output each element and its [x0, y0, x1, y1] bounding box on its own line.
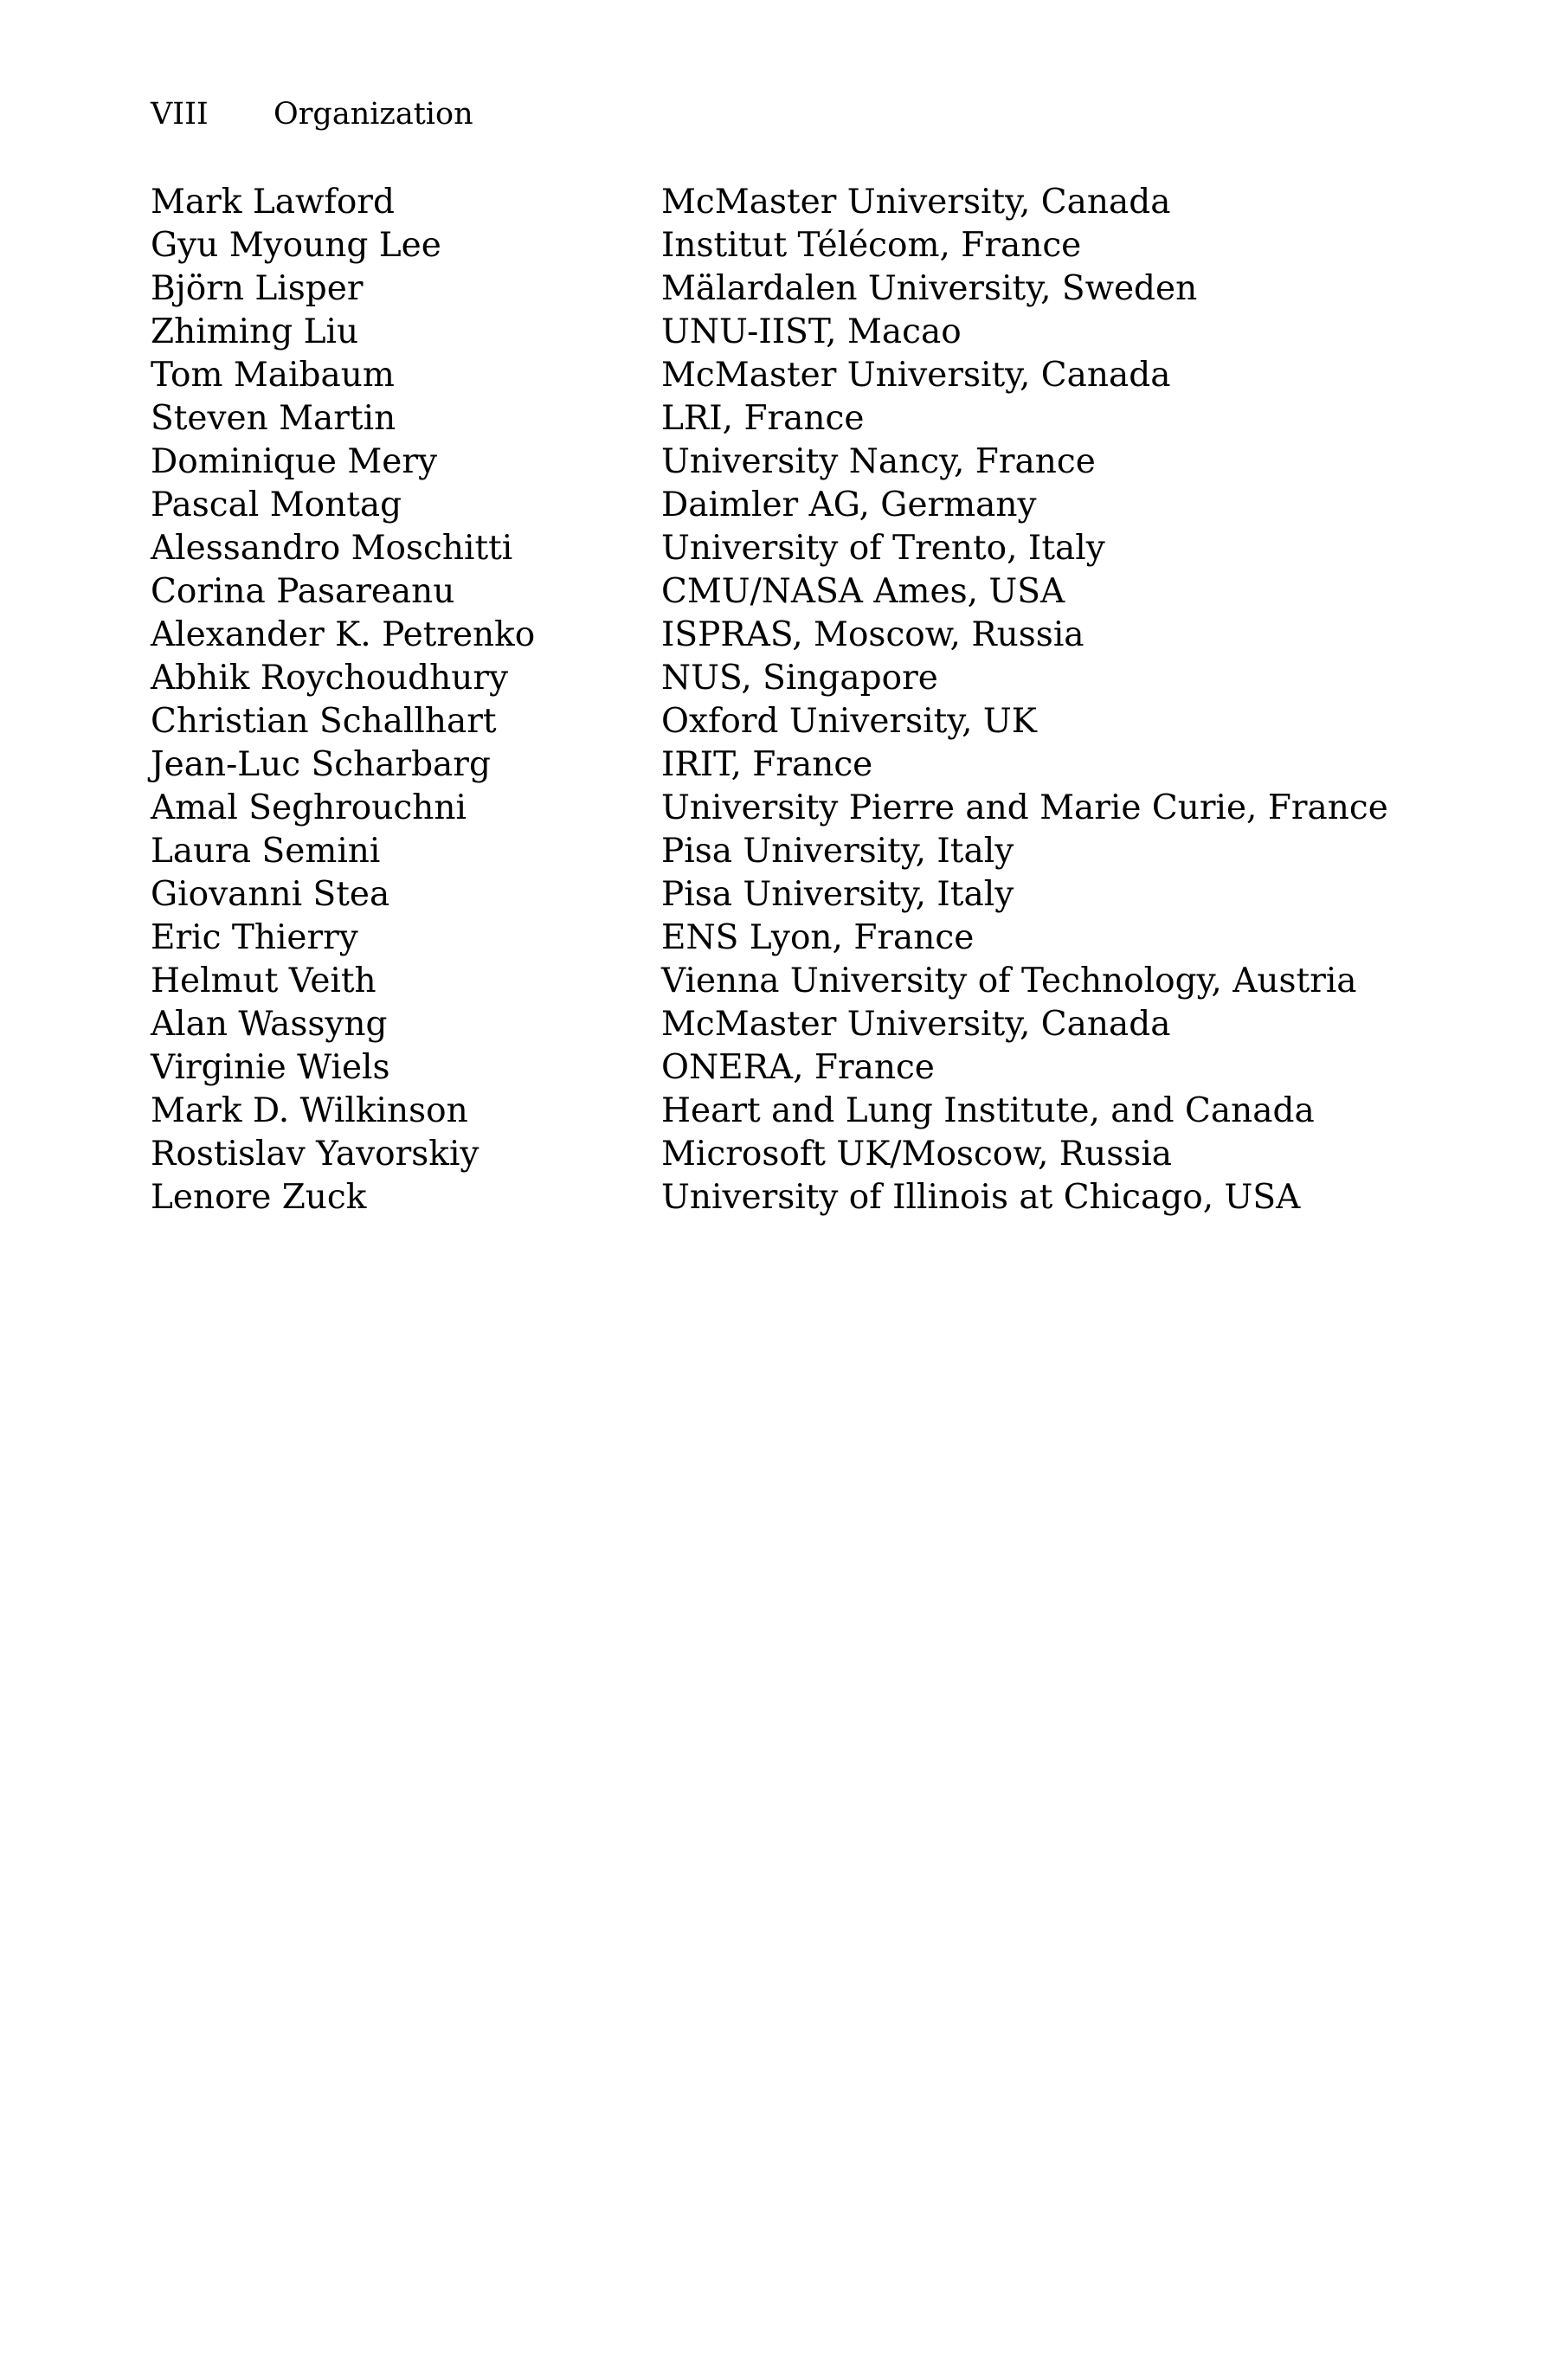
member-affiliation: Institut Télécom, France [661, 225, 1082, 265]
member-affiliation: ONERA, France [661, 1047, 935, 1087]
member-name: Alessandro Moschitti [151, 528, 513, 568]
member-name: Virginie Wiels [151, 1047, 390, 1087]
member-row [151, 267, 1406, 310]
member-row [151, 786, 1406, 829]
member-row [151, 1002, 1406, 1045]
member-affiliation: Vienna University of Technology, Austria [661, 961, 1357, 1000]
member-name: Gyu Myoung Lee [151, 225, 441, 265]
member-row [151, 872, 1406, 916]
member-name: Eric Thierry [151, 917, 358, 957]
member-name: Tom Maibaum [151, 355, 395, 395]
member-name: Jean-Luc Scharbarg [151, 744, 491, 784]
member-affiliation: UNU-IIST, Macao [661, 312, 962, 351]
member-name: Lenore Zuck [151, 1177, 367, 1217]
member-affiliation: ISPRAS, Moscow, Russia [661, 614, 1084, 654]
member-row [151, 1045, 1406, 1089]
member-affiliation: Heart and Lung Institute, and Canada [661, 1090, 1315, 1130]
member-name: Christian Schallhart [151, 701, 497, 741]
member-name: Mark Lawford [151, 182, 395, 222]
member-affiliation: CMU/NASA Ames, USA [661, 571, 1065, 611]
member-affiliation: Oxford University, UK [661, 701, 1037, 741]
member-name: Dominique Mery [151, 441, 438, 481]
member-affiliation: University Nancy, France [661, 441, 1096, 481]
page-number: VIII [151, 97, 209, 132]
member-affiliation: Mälardalen University, Sweden [661, 268, 1198, 308]
member-name: Björn Lisper [151, 268, 364, 308]
member-row [151, 440, 1406, 483]
member-row [151, 613, 1406, 656]
member-row [151, 959, 1406, 1002]
member-row [151, 396, 1406, 440]
member-row [151, 483, 1406, 526]
member-row [151, 223, 1406, 267]
member-affiliation: Microsoft UK/Moscow, Russia [661, 1134, 1173, 1174]
member-affiliation: University Pierre and Marie Curie, France [661, 788, 1388, 827]
member-name: Amal Seghrouchni [151, 788, 467, 827]
member-affiliation: McMaster University, Canada [661, 1004, 1171, 1044]
member-affiliation: Daimler AG, Germany [661, 485, 1037, 524]
member-name: Steven Martin [151, 398, 396, 438]
member-affiliation: LRI, France [661, 398, 865, 438]
member-name: Pascal Montag [151, 485, 402, 524]
member-affiliation: University of Trento, Italy [661, 528, 1105, 568]
member-row [151, 569, 1406, 613]
member-row [151, 829, 1406, 872]
member-affiliation: Pisa University, Italy [661, 831, 1014, 871]
member-row [151, 916, 1406, 959]
member-name: Alexander K. Petrenko [151, 614, 536, 654]
member-affiliation: McMaster University, Canada [661, 355, 1171, 395]
member-name: Zhiming Liu [151, 312, 359, 351]
member-name: Giovanni Stea [151, 874, 390, 914]
section-title: Organization [274, 97, 473, 132]
member-affiliation: University of Illinois at Chicago, USA [661, 1177, 1301, 1217]
member-row [151, 310, 1406, 353]
member-row [151, 353, 1406, 396]
member-affiliation: Pisa University, Italy [661, 874, 1014, 914]
member-row [151, 656, 1406, 699]
member-row [151, 699, 1406, 743]
member-affiliation: IRIT, France [661, 744, 873, 784]
member-name: Corina Pasareanu [151, 571, 455, 611]
member-row [151, 180, 1406, 223]
member-row [151, 1175, 1406, 1219]
member-affiliation: McMaster University, Canada [661, 182, 1171, 222]
member-affiliation: NUS, Singapore [661, 658, 938, 698]
member-affiliation: ENS Lyon, France [661, 917, 975, 957]
member-name: Laura Semini [151, 831, 381, 871]
member-row [151, 1132, 1406, 1175]
member-name: Mark D. Wilkinson [151, 1090, 468, 1130]
page-header [151, 93, 473, 135]
member-row [151, 1089, 1406, 1132]
committee-member-list [151, 180, 1406, 1219]
member-name: Helmut Veith [151, 961, 376, 1000]
member-row [151, 743, 1406, 786]
member-name: Abhik Roychoudhury [151, 658, 509, 698]
member-name: Alan Wassyng [151, 1004, 388, 1044]
member-name: Rostislav Yavorskiy [151, 1134, 479, 1174]
member-row [151, 526, 1406, 569]
